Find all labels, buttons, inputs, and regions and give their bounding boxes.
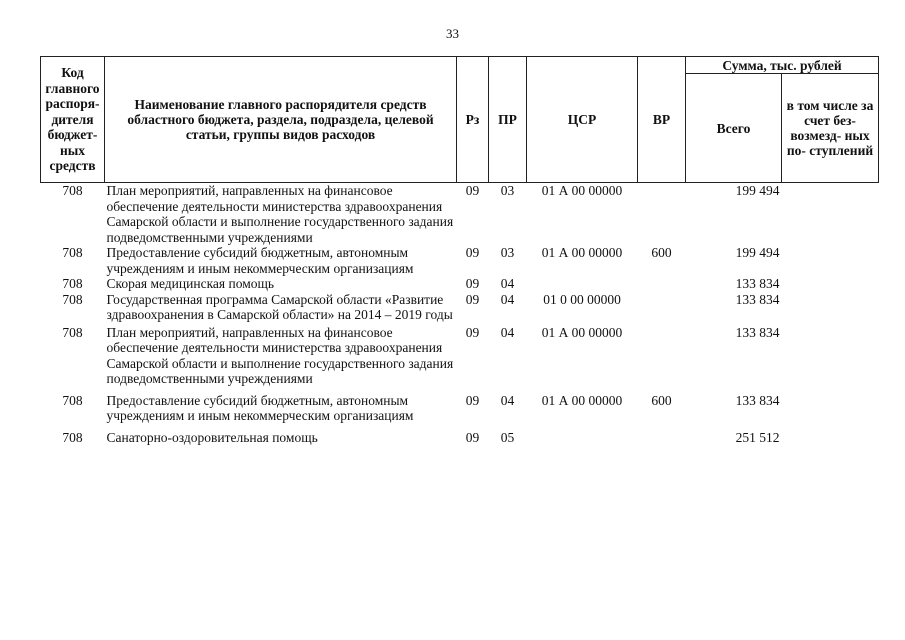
header-including: в том числе за счет без- возмезд- ных по- ступлений: [782, 74, 879, 183]
row-csr: 01 А 00 00000: [541, 183, 623, 198]
table-row: [41, 323, 879, 387]
row-rz: 09: [465, 291, 480, 307]
row-total: 133 834: [735, 392, 780, 408]
row-csr: 01 0 00 00000: [543, 291, 621, 307]
row-csr: 01 А 00 00000: [541, 392, 623, 408]
row-vr: [638, 323, 686, 387]
row-total: 251 512: [735, 429, 780, 445]
row-pr: 04: [500, 291, 515, 307]
header-pr: ПР: [489, 57, 527, 183]
table-row: [41, 245, 879, 276]
table-body: [41, 183, 879, 446]
row-rz: 09: [465, 183, 480, 198]
row-csr: 01 А 00 00000: [541, 324, 623, 340]
row-total: 133 834: [735, 291, 780, 307]
row-name: Санаторно-оздоровительная помощь: [106, 429, 318, 445]
row-name: Предоставление субсидий бюджетным, автономным учреждениям и иным некоммерческим организациям: [106, 245, 414, 276]
row-including: [782, 276, 879, 292]
row-including: [782, 292, 879, 323]
header-vr: ВР: [638, 57, 686, 183]
header-sum: Сумма, тыс. рублей: [686, 57, 879, 74]
row-name: Государственная программа Самарской области «Развитие здравоохранения в Самарской области» на 2014 – 2019 годы: [106, 291, 453, 322]
header-total: Всего: [686, 74, 782, 183]
table-row: [41, 387, 879, 424]
row-pr: 03: [500, 183, 515, 198]
row-rz: 09: [465, 245, 480, 260]
row-total: 199 494: [735, 183, 780, 198]
row-pr: 03: [500, 245, 515, 260]
row-rz: 09: [465, 324, 480, 340]
table-header: [41, 57, 879, 183]
budget-table: [40, 56, 879, 445]
page-number: 33: [446, 26, 459, 41]
row-vr: [638, 183, 686, 246]
row-pr: 04: [500, 324, 515, 340]
row-csr: [527, 276, 638, 292]
table-row: [41, 276, 879, 292]
table-row: [41, 292, 879, 323]
row-vr: 600: [651, 392, 672, 408]
row-total: 133 834: [735, 276, 780, 291]
row-total: 133 834: [735, 324, 780, 340]
header-name: Наименование главного распорядителя средств областного бюджета, раздела, подраздела, целевой статьи, группы видов расходов: [105, 57, 457, 183]
row-including: [782, 323, 879, 387]
row-including: [782, 387, 879, 424]
row-rz: 09: [465, 276, 480, 291]
row-code: 708: [62, 291, 83, 307]
row-name: План мероприятий, направленных на финансовое обеспечение деятельности министерства здравоохранения Самарской области и выполнение государственного задания подведомственными учреждениями: [106, 324, 454, 386]
header-csr: ЦСР: [527, 57, 638, 183]
row-including: [782, 183, 879, 246]
row-code: 708: [62, 245, 83, 260]
table-row: [41, 183, 879, 246]
row-rz: 09: [465, 392, 480, 408]
row-vr: [638, 424, 686, 446]
row-csr: 01 А 00 00000: [541, 245, 623, 260]
row-vr: 600: [651, 245, 672, 260]
row-pr: 05: [500, 429, 515, 445]
row-code: 708: [62, 324, 83, 340]
row-name: Скорая медицинская помощь: [106, 276, 275, 291]
header-code: Код главного распоря- дителя бюджет- ных средств: [41, 57, 105, 183]
row-code: 708: [62, 429, 83, 445]
row-total: 199 494: [735, 245, 780, 260]
row-code: 708: [62, 276, 83, 291]
row-including: [782, 424, 879, 446]
row-rz: 09: [465, 429, 480, 445]
row-code: 708: [62, 392, 83, 408]
row-name: План мероприятий, направленных на финансовое обеспечение деятельности министерства здравоохранения Самарской области и выполнение государственного задания подведомственными учреждениями: [106, 183, 454, 245]
table-row: [41, 424, 879, 446]
row-pr: 04: [500, 392, 515, 408]
row-vr: [638, 276, 686, 292]
row-vr: [638, 292, 686, 323]
row-including: [782, 245, 879, 276]
header-rz: Рз: [457, 57, 489, 183]
row-name: Предоставление субсидий бюджетным, автономным учреждениям и иным некоммерческим организациям: [106, 392, 414, 423]
row-pr: 04: [500, 276, 515, 291]
row-csr: [527, 424, 638, 446]
row-code: 708: [62, 183, 83, 198]
